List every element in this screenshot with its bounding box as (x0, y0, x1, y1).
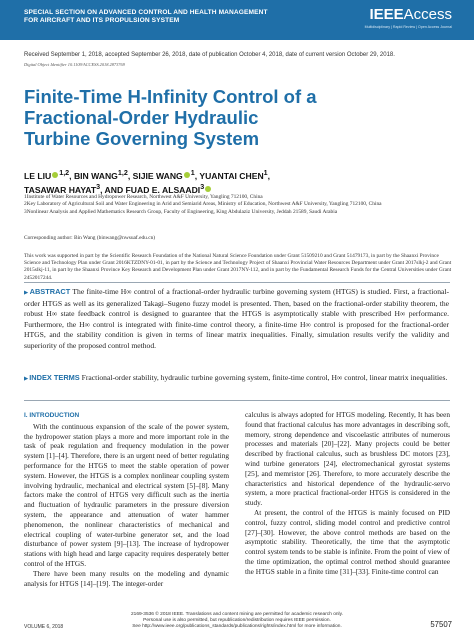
affiliation-1: 1Institute of Water Resources and Hydropower Research, Northwest A&F University, Yangling 712100, China (24, 194, 263, 200)
special-section-label (24, 9, 268, 25)
ieee-access-logo (369, 7, 452, 23)
author-list (24, 168, 444, 197)
corresponding-author: Corresponding author: Bin Wang (binwang@nwsuaf.edu.cn) (24, 235, 156, 241)
authors-line-1 (24, 168, 444, 182)
author-name: , BIN WANG (69, 170, 118, 181)
paragraph: With the continuous expansion of the scale of the power system, the hydropower station plays a more and more important role in the task of peak regulation and frequency modulation in the power system [1]–[4]. Therefore, there is an urgent need of better regulating performance for the HTGS to meet the stable operation of power system. However, the HTGS is a complex nonlinear coupling system involving hydraulic, mechanical and electrical system [5]–[8]. Many factors make the control of HTGS very difficult such as the inertia and fluctuation of hydraulic parameters in the pressure diversion system, the appearance and attenuation of water hammer phenomenon, the nonlinear characteristics of mechanical and electrical coupling of water-turbine generator set, and the load disturbance of power system [9]–[13]. The increase of hydropower stations with high head and large capacity requires desperately better control of the HTGS. (24, 421, 229, 568)
author-sup: 1,2 (59, 169, 70, 177)
section-heading: I. INTRODUCTION (24, 412, 80, 419)
orcid-icon[interactable] (184, 172, 190, 178)
divider (24, 282, 450, 283)
volume-label: VOLUME 6, 2018 (24, 624, 64, 630)
paper-title: Finite-Time H-Infinity Control of a Fractional-Order Hydraulic Turbine Governing System (24, 86, 317, 149)
logo-ieee: IEEE (369, 6, 404, 23)
divider (24, 400, 450, 401)
triangle-icon: ▶ (24, 290, 29, 296)
author-sup: 3 (200, 183, 205, 192)
logo-tagline: Multidisciplinary | Rapid Review | Open Access Journal (364, 25, 452, 29)
section-line-1: SPECIAL SECTION ON ADVANCED CONTROL AND HEALTH MANAGEMENT (24, 9, 268, 16)
paragraph: At present, the control of the HTGS is mainly focused on PID control, fuzzy control, sliding model control and predictive control [27]–[30]. However, the above control methods are based on the asymptotic stability. Theoretically, the time that the asymptotic control system tends to be stable is infinite. From the point of view of the time optimization, the optimal control method should guarantee the HTGS stable in a finite time [31]–[33]. Finite-time control can (245, 507, 450, 576)
affiliation-2: 2Key Laboratory of Agricultural Soil and Water Engineering in Arid and Semiarid Areas, Ministry of Education, Northwest A&F University, Yangling 712100, China (24, 201, 382, 208)
section-line-2: FOR AIRCRAFT AND ITS PROPULSION SYSTEM (24, 17, 180, 25)
author-name: LE LIU (24, 170, 52, 181)
affiliations (24, 194, 454, 216)
abstract-block (24, 287, 449, 351)
license-line-1: 2169-3536 © 2018 IEEE. Translations and content mining are permitted for academic research only. (131, 612, 343, 617)
paragraph: calculus is always adopted for HTGS modeling. Recently, It has been found that fractional calculus has more advantages in describing soft, memory, strong dependence and viscoelastic attributes of numerous processes and materials [20]–[22]. Many projects could be better described by fractional calculus, such as brushless DC motors [23], wind turbine generators [24], electromechanical gyrostat systems [25], and memristor [26]. Therefore, to more accurately describe the characteristics and historical dependence of the hydraulic-servo system, a more practical fractional-order HTGS is considered in the study. (245, 410, 450, 508)
abstract-text: The finite-time H∞ control of a fractional-order hydraulic turbine governing system (HTGS) is studied. First, a fractional-order HTGS as well as its generalized Takagi–Sugeno fuzzy model is presented. Then, based on the fractional-order stability theorem, the robust H∞ state feedback control is designed to guarantee that the HTGS is asymptotically stable with prescribed H∞ performance. Furthermore, the H∞ control is integrated with finite-time control theory, a finite-time H∞ control is proposed for the fractional-order HTGS, and the stability condition is given in terms of linear matrix inequalities. Finally, simulation results verify the validity and superiority of the proposed control method. (24, 287, 450, 350)
journal-header-bar (0, 0, 474, 40)
author-separator: , (267, 170, 271, 181)
index-terms-text: Fractional-order stability, hydraulic turbine governing system, finite-time control, H∞ control, linear matrix inequalities. (81, 373, 448, 382)
author-sup: 1 (190, 169, 195, 177)
doi-line[interactable]: Digital Object Identifier 10.1109/ACCESS.2018.2873769 (24, 62, 125, 67)
column-left (24, 411, 229, 588)
triangle-icon: ▶ (24, 376, 29, 382)
funding-statement: This work was supported in part by the Scientific Research Foundation of the National Natural Science Foundation under Grant 51509210 and Grant 51479173, in part by the Shaanxi Province Science and Technology Plan under Grant 2016KTZDNY-01-01, in part by the Science and Technology Project of Shaanxi Provincial Water Resources Department under Grant 2017slkj-2 and Grant 2015slkj-11, in part by the Shaanxi Province Key Research and Development Plan under Grant 2017NY-112, and in part by the Fundamental Research Funds for the Central Universities under Grant 2452017244. (24, 253, 452, 281)
index-terms-block (24, 373, 449, 385)
author-sup: 3 (96, 183, 101, 192)
abstract-label: ABSTRACT (29, 287, 71, 296)
logo-access: Access (403, 6, 452, 23)
page-number: 57507 (430, 620, 452, 629)
column-right (245, 410, 450, 577)
license-line-3[interactable]: See http://www.ieee.org/publications_standards/publications/rights/index.html for more information. (132, 624, 342, 629)
author-name: , AND FUAD E. ALSAADI (100, 185, 201, 196)
orcid-icon[interactable] (52, 172, 58, 178)
license-line-2: Personal use is also permitted, but republication/redistribution requires IEEE permission. (143, 618, 331, 623)
index-terms-label: INDEX TERMS (29, 373, 80, 382)
author-name: , YUANTAI CHEN (194, 170, 264, 181)
orcid-icon[interactable] (205, 186, 211, 192)
publication-dates: Received September 1, 2018, accepted September 26, 2018, date of publication October 4, 2018, date of current version October 29, 2018. (24, 52, 395, 58)
author-name: , SIJIE WANG (127, 170, 183, 181)
affiliation-3: 3Nonlinear Analysis and Applied Mathematics Research Group, Faculty of Engineering, King Abdulaziz University, Jeddah 21589, Saudi Arabia (24, 208, 338, 215)
author-sup: 1 (263, 169, 268, 177)
paragraph: There have been many results on the modeling and dynamic analysis for HTGS [14]–[19]. The integer-order (24, 568, 229, 588)
author-name: TASAWAR HAYAT (24, 185, 97, 196)
license-footer (0, 612, 474, 630)
author-sup: 1,2 (117, 169, 128, 177)
